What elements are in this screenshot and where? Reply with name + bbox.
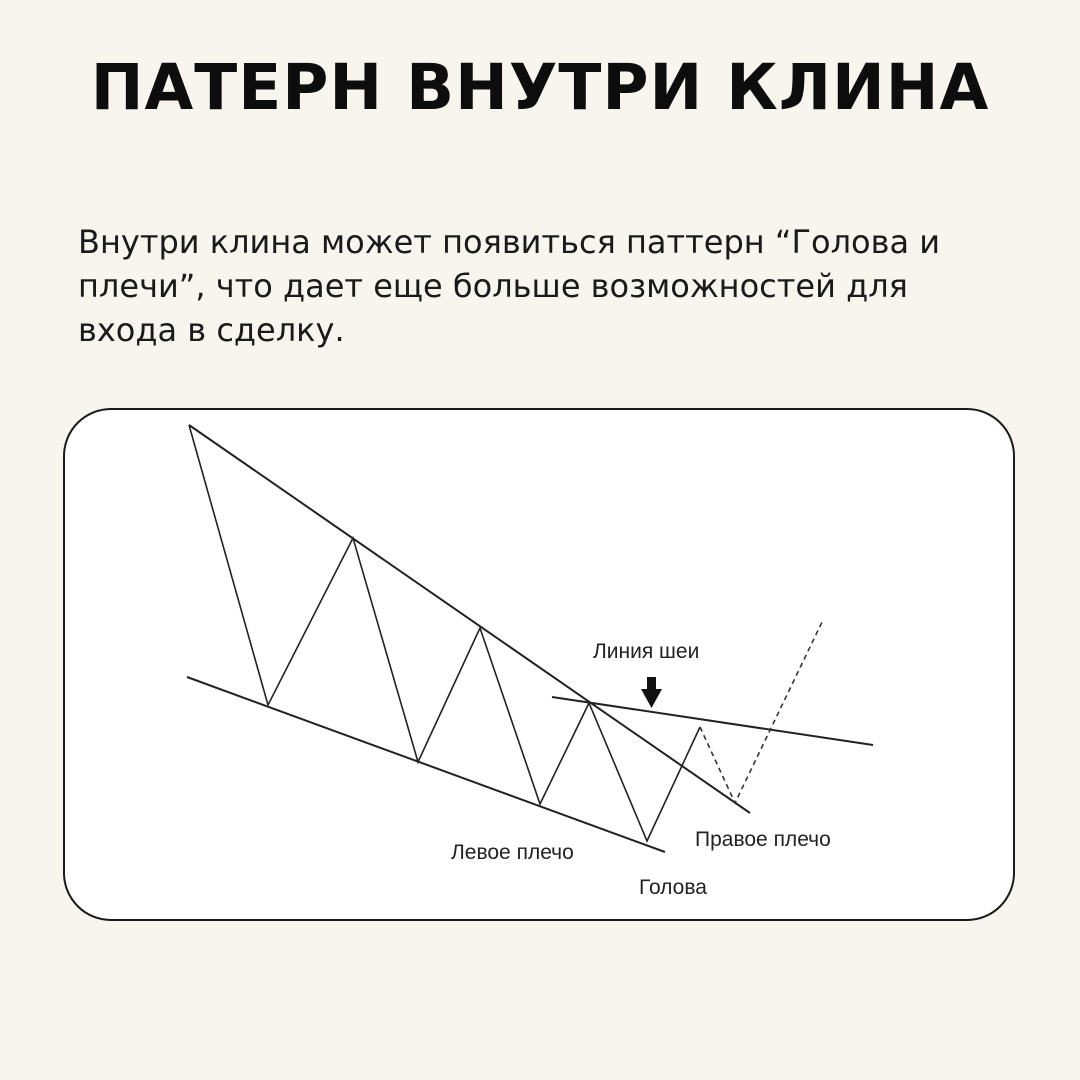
price-zigzag bbox=[189, 425, 700, 841]
projected-path bbox=[700, 620, 823, 803]
neckline bbox=[552, 697, 873, 745]
label-neckline: Линия шеи bbox=[593, 640, 700, 663]
label-left-shoulder: Левое плечо bbox=[451, 841, 574, 864]
diagram-card bbox=[63, 408, 1015, 921]
page-title: ПАТЕРН ВНУТРИ КЛИНА bbox=[90, 51, 990, 124]
label-head: Голова bbox=[639, 876, 707, 899]
intro-paragraph: Внутри клина может появиться паттерн “Голова и плечи”, что дает еще больше возможностей для входа в сделку. bbox=[78, 223, 941, 349]
label-right-shoulder: Правое плечо bbox=[695, 828, 831, 851]
wedge-upper-line bbox=[189, 425, 750, 813]
arrow-down-icon bbox=[641, 677, 662, 708]
wedge-pattern-diagram bbox=[65, 410, 1015, 921]
